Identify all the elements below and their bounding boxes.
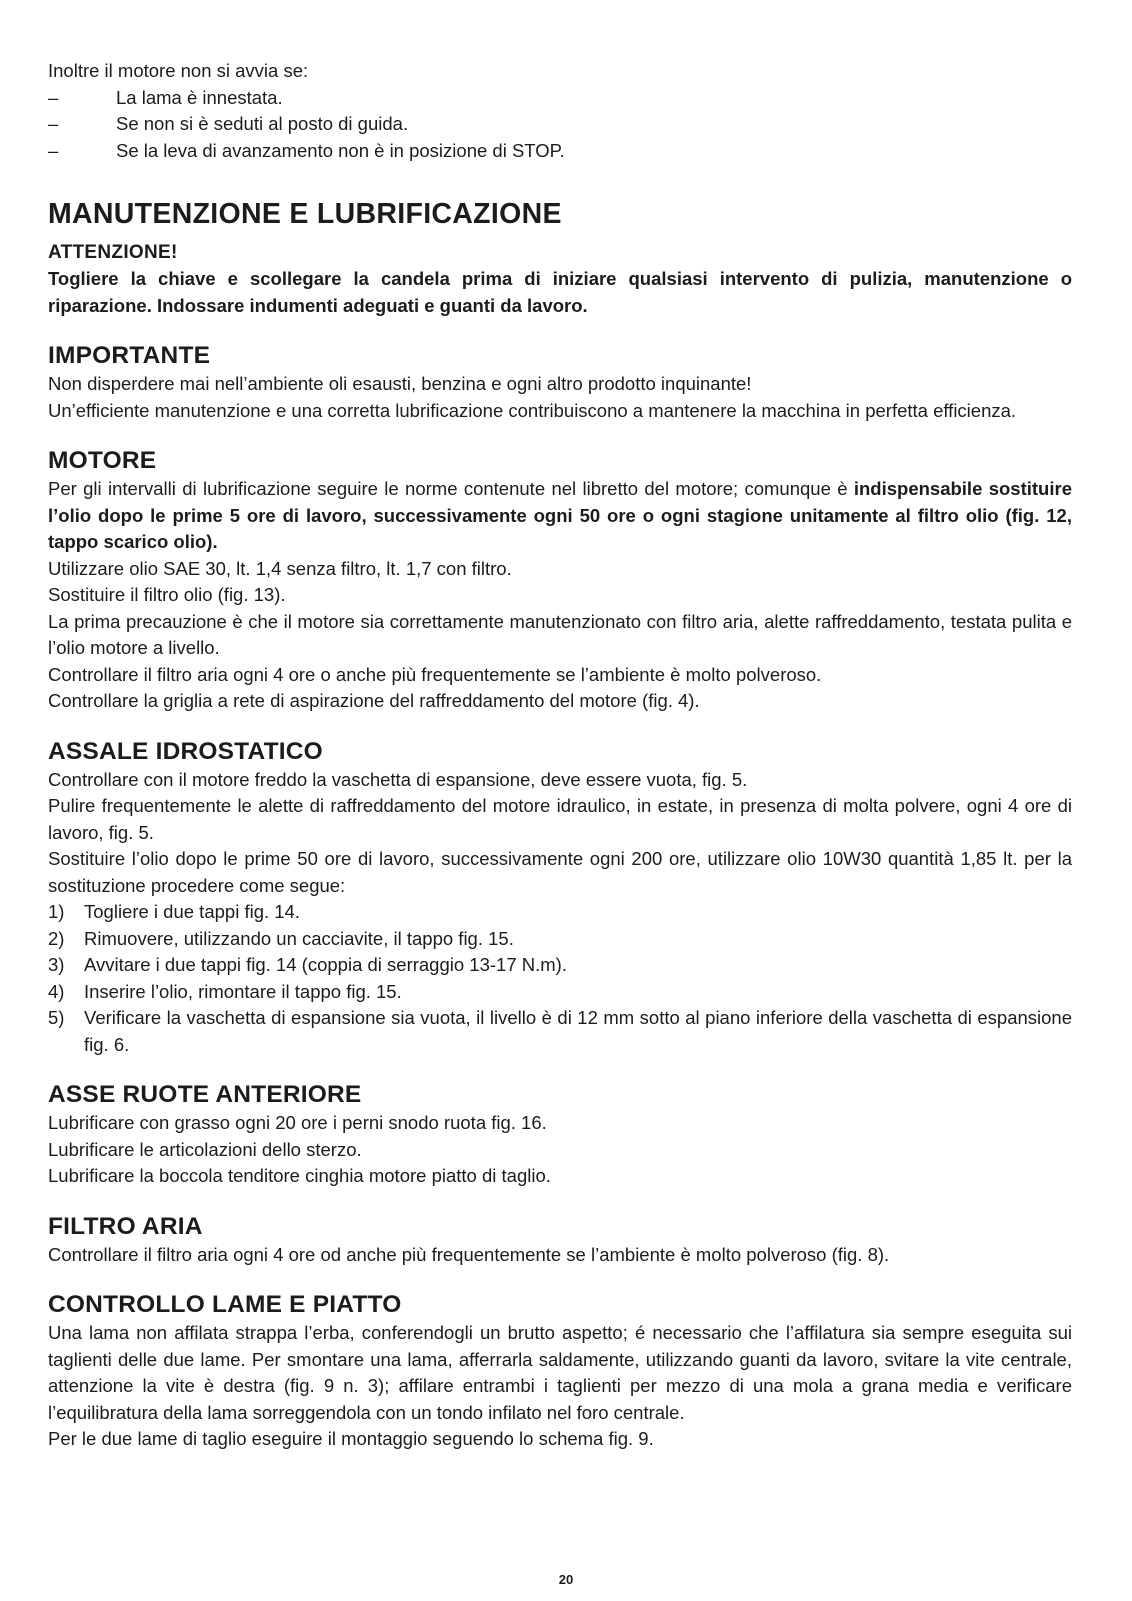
- motore-paragraph-6: Controllare la griglia a rete di aspirazione del raffreddamento del motore (fig. 4).: [48, 690, 700, 711]
- assale-heading: ASSALE IDROSTATICO: [48, 737, 323, 765]
- list-item-text: Se la leva di avanzamento non è in posizione di STOP.: [116, 139, 565, 161]
- filtro-aria-heading: FILTRO ARIA: [48, 1212, 203, 1240]
- filtro-aria-section: [48, 1212, 1072, 1269]
- motore-heading: MOTORE: [48, 447, 157, 474]
- motore-paragraph-2: Utilizzare olio SAE 30, lt. 1,4 senza filtro, lt. 1,7 con filtro.: [48, 557, 512, 579]
- motore-paragraph-4: La prima precauzione è che il motore sia correttamente manutenzionato con filtro aria, alette raffreddamento, testata pulita e l’olio motore a livello.: [48, 610, 1072, 658]
- step-number: 2): [48, 927, 65, 949]
- assale-steps: [48, 899, 1072, 1058]
- intro-line: Inoltre il motore non si avvia se:: [48, 60, 309, 81]
- manual-page: [48, 58, 1072, 1453]
- assale-section: [48, 737, 1072, 1059]
- step-text: Inserire l’olio, rimontare il tappo fig. 15.: [84, 980, 402, 1002]
- list-item: [48, 111, 1072, 138]
- motore-paragraph-1-bold: indispensabile sostituire l’olio dopo le prime 5 ore di lavoro, successivamente ogni 50 ore o ogni stagione unitamente al filtro olio (fig. 12, tappo scarico olio).: [48, 478, 1072, 552]
- asse-ruote-heading: ASSE RUOTE ANTERIORE: [48, 1081, 362, 1108]
- importante-heading: IMPORTANTE: [48, 342, 211, 369]
- motore-paragraph-1-normal: Per gli intervalli di lubrificazione seguire le norme contenute nel libretto del motore; comunque è: [48, 478, 854, 499]
- importante-section: [48, 341, 1072, 424]
- list-item: [48, 899, 1072, 926]
- main-title: MANUTENZIONE E LUBRIFICAZIONE: [48, 198, 562, 230]
- intro-list: [48, 85, 1072, 165]
- controllo-lame-heading: CONTROLLO LAME E PIATTO: [48, 1291, 402, 1318]
- list-item: [48, 979, 1072, 1006]
- step-number: 3): [48, 954, 65, 975]
- assale-paragraph-1: Controllare con il motore freddo la vaschetta di espansione, deve essere vuota, fig. 5.: [48, 768, 748, 790]
- motore-section: [48, 446, 1072, 715]
- motore-paragraph-3: Sostituire il filtro olio (fig. 13).: [48, 584, 286, 605]
- importante-paragraph-1: Non disperdere mai nell’ambiente oli esausti, benzina e ogni altro prodotto inquinante!: [48, 373, 752, 394]
- list-item: [48, 138, 1072, 165]
- assale-paragraph-2: Pulire frequentemente le alette di raffreddamento del motore idraulico, in estate, in presenza di molta polvere, ogni 4 ore di lavoro, fig. 5.: [48, 795, 1072, 843]
- step-text: Verificare la vaschetta di espansione sia vuota, il livello è di 12 mm sotto al piano inferiore della vaschetta di espansione fig. 6.: [84, 1007, 1072, 1055]
- list-item: [48, 952, 1072, 979]
- step-text: Togliere i due tappi fig. 14.: [84, 901, 300, 922]
- list-item-text: La lama è innestata.: [116, 86, 283, 108]
- asse-ruote-section: [48, 1080, 1072, 1190]
- step-text: Avvitare i due tappi fig. 14 (coppia di serraggio 13-17 N.m).: [84, 954, 567, 975]
- dash-bullet: –: [48, 113, 59, 134]
- attention-text: Togliere la chiave e scollegare la candela prima di iniziare qualsiasi intervento di pulizia, manutenzione o riparazione. Indossare indumenti adeguati e guanti da lavoro.: [48, 268, 1072, 316]
- asse-ruote-paragraph-2: Lubrificare le articolazioni dello sterzo.: [48, 1138, 362, 1160]
- list-item: [48, 1005, 1072, 1058]
- list-item: [48, 926, 1072, 953]
- filtro-aria-paragraph-1: Controllare il filtro aria ogni 4 ore od anche più frequentemente se l’ambiente è molto polveroso (fig. 8).: [48, 1243, 890, 1265]
- step-text: Rimuovere, utilizzando un cacciavite, il tappo fig. 15.: [84, 927, 514, 949]
- attention-heading: ATTENZIONE!: [48, 242, 178, 263]
- step-number: 1): [48, 901, 65, 922]
- step-number: 5): [48, 1007, 65, 1028]
- asse-ruote-paragraph-1: Lubrificare con grasso ogni 20 ore i perni snodo ruota fig. 16.: [48, 1112, 547, 1133]
- dash-bullet: –: [48, 139, 59, 161]
- controllo-lame-paragraph-2: Per le due lame di taglio eseguire il montaggio seguendo lo schema fig. 9.: [48, 1428, 654, 1449]
- importante-paragraph-2: Un’efficiente manutenzione e una corretta lubrificazione contribuiscono a mantenere la macchina in perfetta efficienza.: [48, 399, 1017, 421]
- assale-paragraph-3: Sostituire l’olio dopo le prime 50 ore di lavoro, successivamente ogni 200 ore, utilizzare olio 10W30 quantità 1,85 lt. per la sostituzione procedere come segue:: [48, 848, 1072, 896]
- motore-paragraph-5: Controllare il filtro aria ogni 4 ore o anche più frequentemente se l’ambiente è molto polveroso.: [48, 663, 822, 685]
- attention-section: [48, 240, 1072, 319]
- asse-ruote-paragraph-3: Lubrificare la boccola tenditore cinghia motore piatto di taglio.: [48, 1165, 551, 1186]
- controllo-lame-section: [48, 1290, 1072, 1453]
- list-item-text: Se non si è seduti al posto di guida.: [116, 113, 409, 134]
- step-number: 4): [48, 980, 65, 1002]
- list-item: [48, 85, 1072, 112]
- page-number: 20: [558, 1572, 574, 1587]
- dash-bullet: –: [48, 86, 59, 108]
- controllo-lame-paragraph-1: Una lama non affilata strappa l’erba, conferendogli un brutto aspetto; é necessario che l’affilatura sia sempre eseguita sui taglienti delle due lame. Per smontare una lama, afferrarla saldamente, utilizzando guanti da lavoro, svitare la vite centrale, attenzione la vite è destra (fig. 9 n. 3); affilare entrambi i taglienti per mezzo di una mola a grana media e verificare l’equilibratura della lama sorreggendola con un tondo infilato nel foro centrale.: [48, 1322, 1072, 1423]
- motore-paragraph-1: [48, 476, 1072, 556]
